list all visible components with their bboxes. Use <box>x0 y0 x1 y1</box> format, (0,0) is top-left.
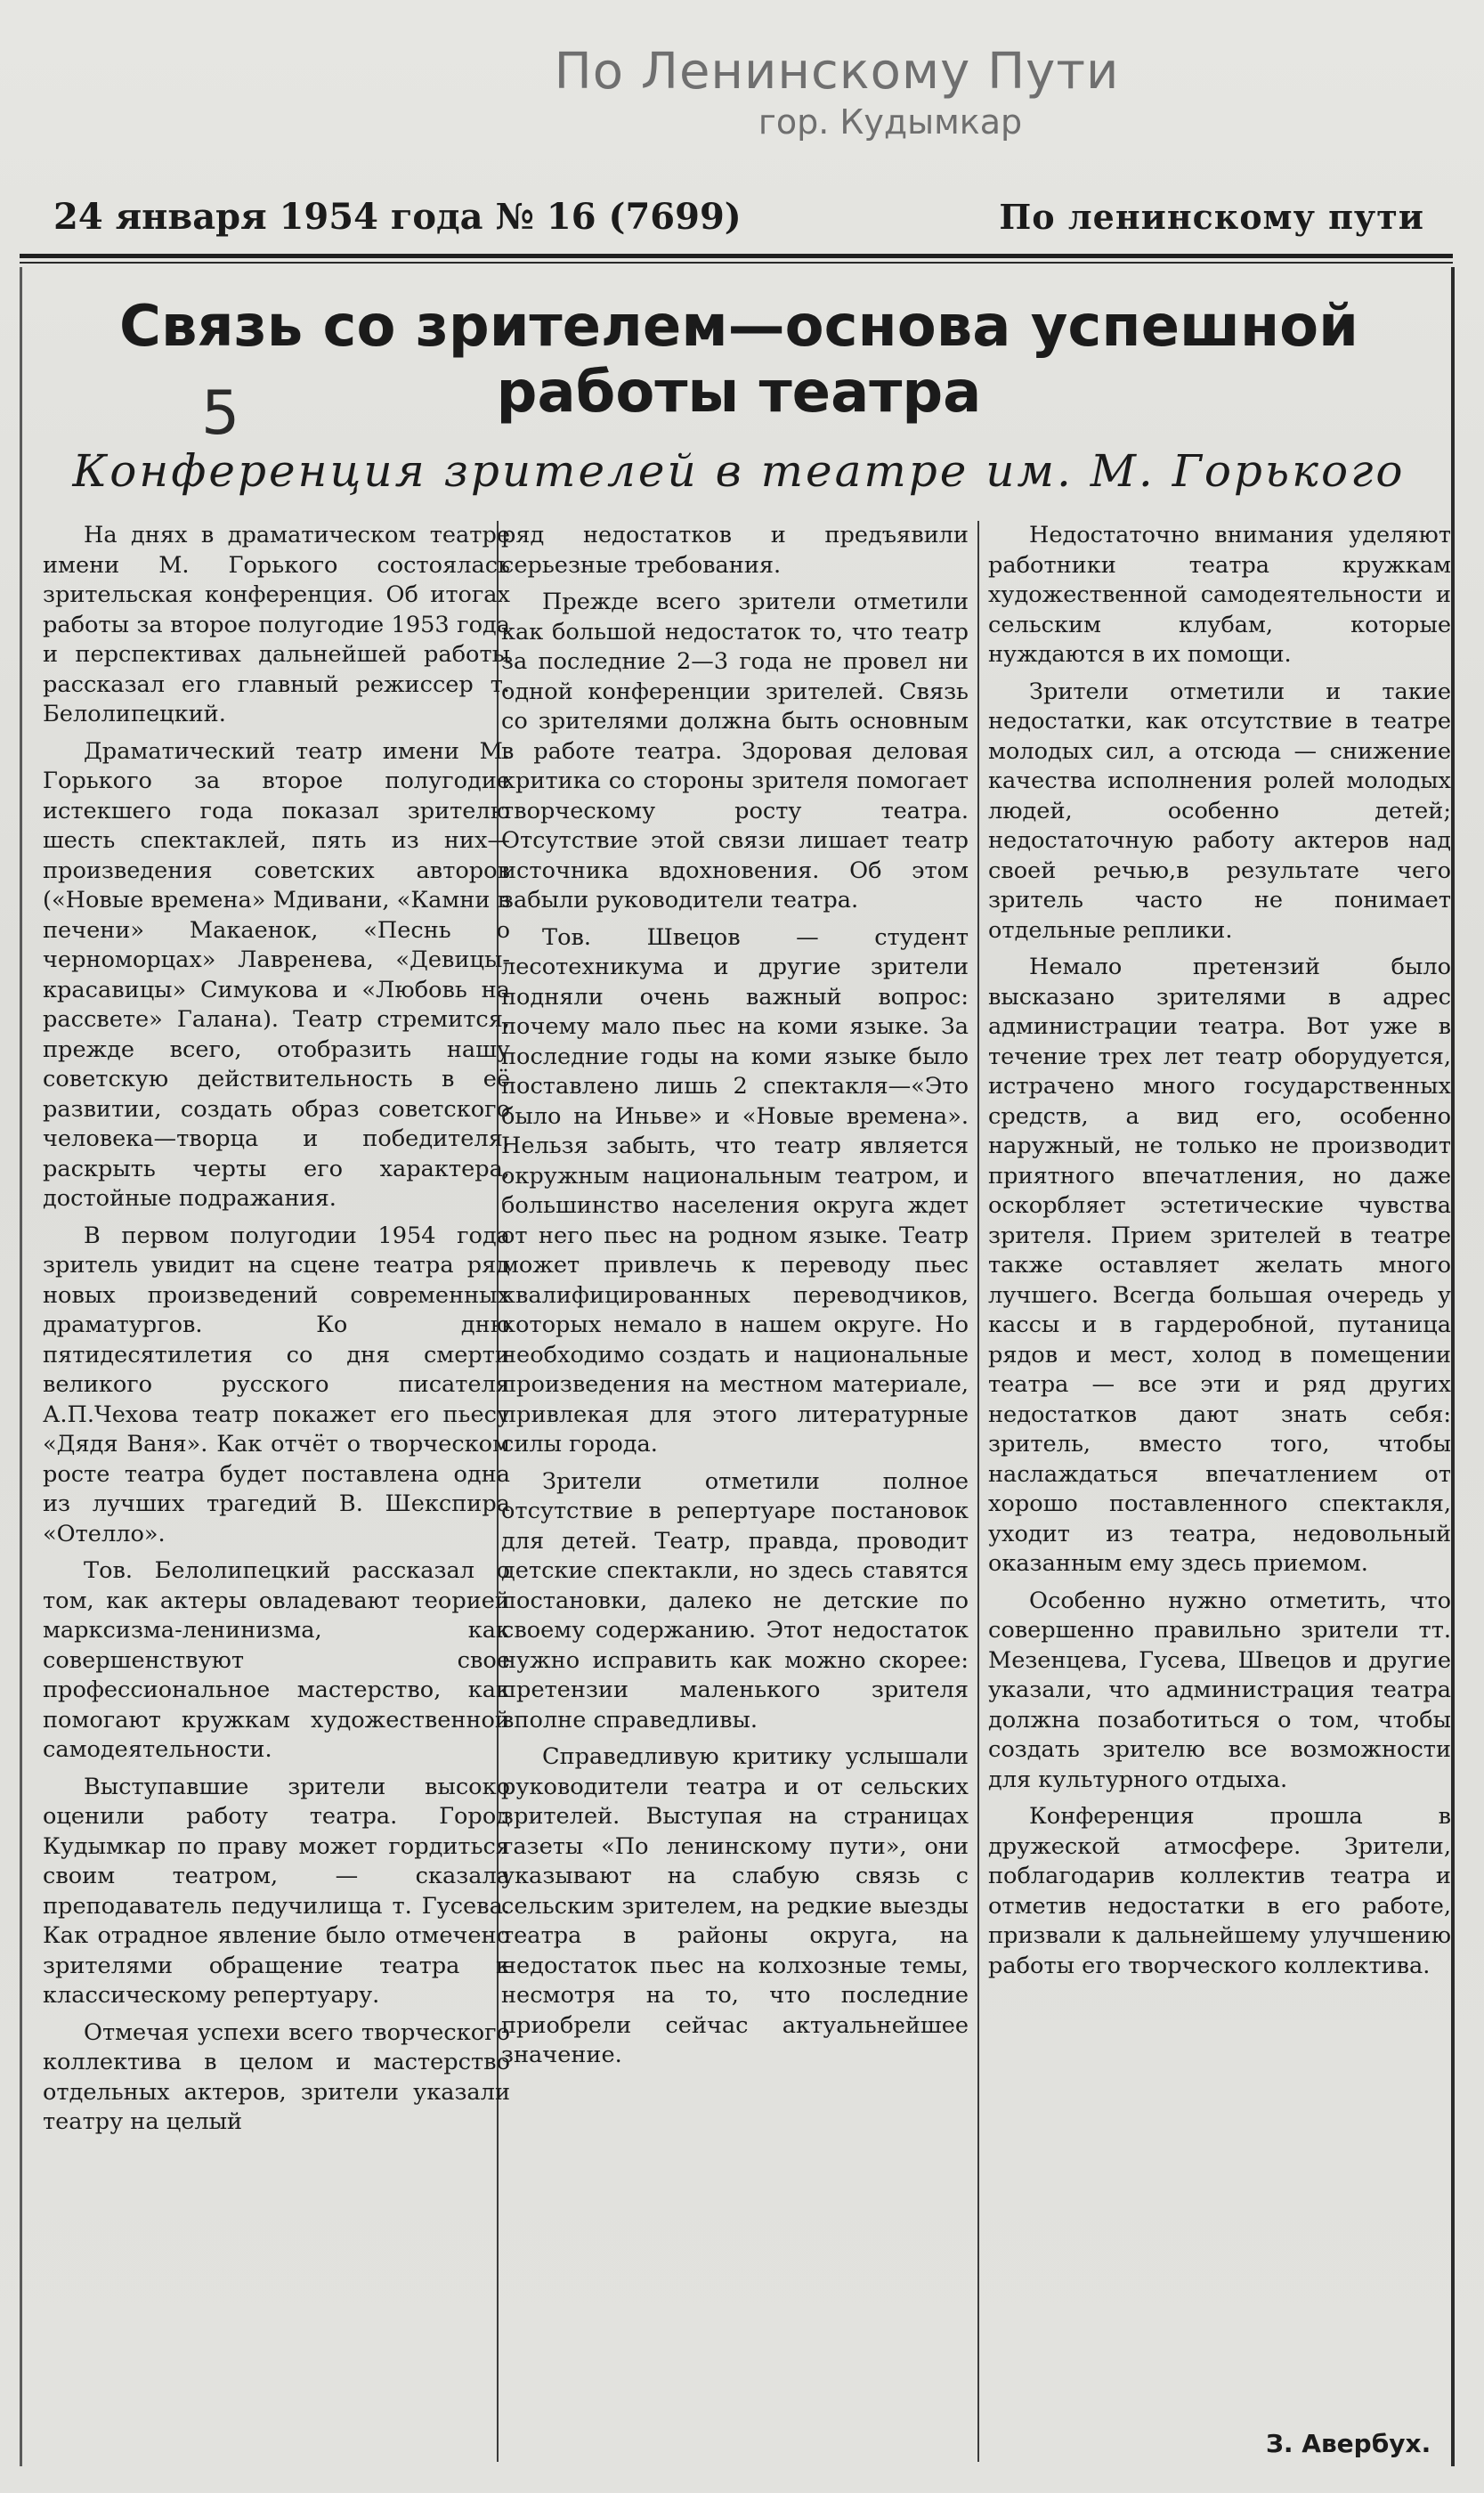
archive-stamp <box>499 43 1175 142</box>
paragraph: В первом полугодии 1954 года зритель увидит на сцене театра ряд новых произведений современных драматургов. Ко дню пятидесятилетия со дня смерти великого русского писателя А.П.Чехова театр покажет его пьесу «Дядя Ваня». Как отчёт о творческом росте театра будет поставлена одна из лучших трагедий В. Шекспира «Отелло». <box>43 1222 510 1547</box>
paragraph: Тов. Белолипецкий рассказал о том, как актеры овладевают теорией марксизма-ленинизма, как совершенствуют свое профессиональное мастерство, как помогают кружкам художественной самодеятельности. <box>43 1557 510 1763</box>
paragraph: Недостаточно внимания уделяют работники театра кружкам художественной самодеятельности и сельским клубам, которые нуждаются в их помощи. <box>988 522 1451 668</box>
paragraph: Выступавшие зрители высоко оценили работу театра. Город Кудымкар по праву может гордиться своим театром, — сказала преподаватель педучилища т. Гусева. Как отрадное явление было отмечено зрителями обращение театра к классическому репертуару. <box>43 1773 510 2009</box>
column-divider <box>977 521 979 2462</box>
paragraph: ряд недостатков и предъявили серьезные требования. <box>501 522 969 579</box>
article-headline <box>62 294 1415 426</box>
page-left-border <box>20 267 22 2466</box>
paragraph: Немало претензий было высказано зрителями в адрес администрации театра. Вот уже в течение трех лет театр оборудуется, истрачено много государственных средств, а вид его, особенно наружный, не только не производит приятного впечатления, но даже оскорбляет эстетические чувства зрителя. Прием зрителей в театре также оставляет желать много лучшего. Всегда большая очередь у кассы и в гардеробной, путаница рядов и мест, холод в помещении театра — все эти и ряд других недостатков дают знать себя: зритель, вместо того, чтобы наслаждаться впечатлением от хорошо поставленного спектакля, уходит из театра, недовольный оказанным ему здесь приемом. <box>988 954 1451 1577</box>
paragraph: Зрители отметили и такие недостатки, как отсутствие в театре молодых сил, а отсюда — снижение качества исполнения ролей молодых людей, особенно детей; недостаточную работу актеров над своей речью,в результате чего зритель часто не понимает отдельные реплики. <box>988 678 1451 944</box>
masthead-rule-thin <box>20 262 1453 264</box>
page-right-border <box>1451 267 1455 2466</box>
text-column-3 <box>988 521 1451 2462</box>
text-column-2 <box>501 521 969 2462</box>
masthead-line <box>53 196 1424 238</box>
paragraph: Прежде всего зрители отметили как большой недостаток то, что театр за последние 2—3 года не провел ни одной конференции зрителей. Связь со зрителями должна быть основным в работе театра. Здоровая деловая критика со стороны зрителя помогает творческому росту театра. Отсутствие этой связи лишает театр источника вдохновения. Об этом забыли руководители театра. <box>501 589 969 914</box>
masthead-rule <box>20 254 1453 258</box>
paragraph: Зрители отметили полное отсутствие в репертуаре постановок для детей. Театр, правда, проводит детские спектакли, но здесь ставятся постановки, далеко не детские по своему содержанию. Этот недостаток нужно исправить как можно скорее: претензии маленького зрителя вполне справедливы. <box>501 1467 969 1734</box>
stamp-newspaper-name: По Ленинскому Пути <box>554 43 1120 101</box>
paragraph: Тов. Швецов — студент лесотехникума и другие зрители подняли очень важный вопрос: почему мало пьес на коми языке. За последние годы на коми языке было поставлено лишь 2 спектакля—«Это было на Иньве» и «Новые времена». Нельзя забыть, что театр является окружным национальным театром, и большинство населения округа ждет от него пьес на родном языке. Театр может привлечь к переводу пьес квалифицированных переводчиков, которых немало в нашем округе. Но необходимо создать и национальные произведения на местном материале, привлекая для этого литературные силы города. <box>501 923 969 1458</box>
paper-name: По ленинскому пути <box>999 197 1424 237</box>
headline-line-1: Связь со зрителем—основа успешной <box>119 294 1358 360</box>
paragraph: Справедливую критику услышали руководители театра и от сельских зрителей. Выступая на страницах газеты «По ленинскому пути», они указывают на слабую связь с сельским зрителем, на редкие выезды театра в районы округа, на недостаток пьес на колхозные темы, несмотря на то, что последние приобрели сейчас актуальнейшее значение. <box>501 1743 969 2068</box>
paragraph: На днях в драматическом театре имени М. Горького состоялась зрительская конференция. Об итогах работы за второе полугодие 1953 года и перспективах дальнейшей работы рассказал его главный режиссер т. Белолипецкий. <box>43 522 510 727</box>
author-signature: З. Авербух. <box>1266 2429 1431 2458</box>
paragraph: Конференция прошла в дружеской атмосфере. Зрители, поблагодарив коллектив театра и отметив недостатки в его работе, призвали к дальнейшему улучшению работы его творческого коллектива. <box>988 1803 1451 1979</box>
paragraph: Драматический театр имени М. Горького за второе полугодие истекшего года показал зрителю шесть спектаклей, пять из них— произведения советских авторов («Новые времена» Мдивани, «Камни в печени» Макаенок, «Песнь о черноморцах» Лавренева, «Девицы-красавицы» Симукова и «Любовь на рассвете» Галана). Театр стремится, прежде всего, отобразить нашу советскую действительность в её развитии, создать образ советского человека—творца и победителя, раскрыть черты его характера, достойные подражания. <box>43 737 510 1212</box>
handwritten-margin-mark: 5 <box>201 378 240 449</box>
article-subheadline: Конференция зрителей в театре им. М. Горького <box>72 445 1406 497</box>
paragraph: Особенно нужно отметить, что совершенно правильно зрители тт. Мезенцева, Гусева, Швецов и другие указали, что администрация театра должна позаботиться о том, чтобы создать зрителю все возможности для культурного отдыха. <box>988 1587 1451 1793</box>
paragraph: Отмечая успехи всего творческого коллектива в целом и мастерство отдельных актеров, зрители указали театру на целый <box>43 2018 510 2135</box>
headline-line-2: работы театра <box>496 360 982 426</box>
text-column-1 <box>43 521 510 2462</box>
issue-date-number: 24 января 1954 года № 16 (7699) <box>53 196 742 238</box>
stamp-city: гор. Кудымкар <box>758 102 1023 142</box>
